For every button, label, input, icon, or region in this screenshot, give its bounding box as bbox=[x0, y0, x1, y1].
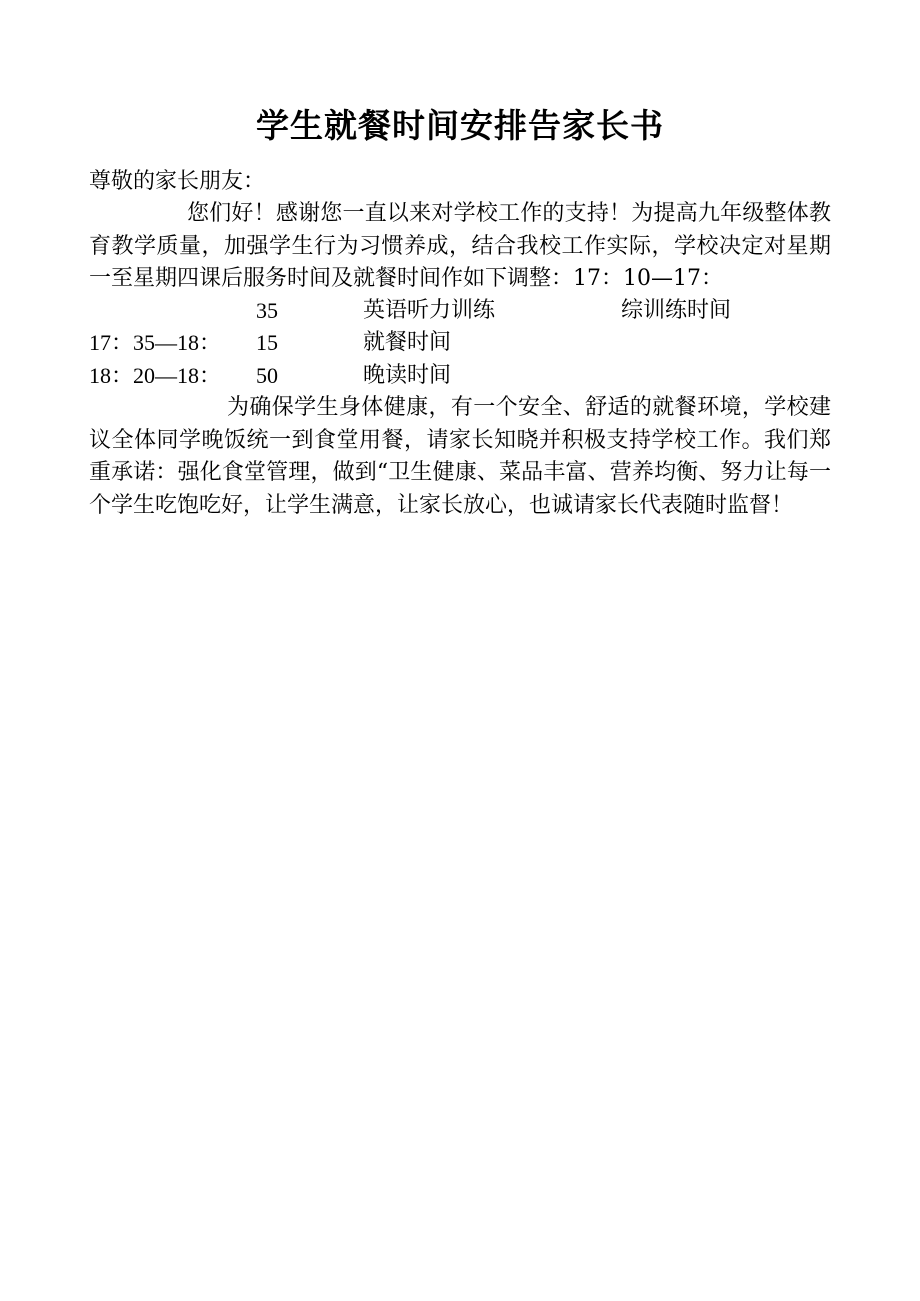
schedule-row-2-end: 15 bbox=[256, 330, 278, 355]
schedule-row-2-activity: 就餐时间 bbox=[363, 330, 452, 355]
schedule-row-3-activity: 晚读时间 bbox=[363, 363, 452, 388]
intro-paragraph: 您们好！感谢您一直以来对学校工作的支持！为提高九年级整体教育教学质量，加强学生行为习惯养成，结合我校工作实际，学校决定对星期一至星期四课后服务时间及就餐时间作如下调整：17：10—17： bbox=[89, 201, 831, 292]
schedule-row-3-start: 18：20—18： bbox=[89, 363, 222, 388]
schedule-row-1-extra: 综训练时间 bbox=[621, 298, 732, 323]
salutation: 尊敬的家长朋友： bbox=[89, 169, 266, 194]
schedule-row-1-activity: 英语听力训练 bbox=[363, 298, 496, 323]
schedule-row-1-end: 35 bbox=[256, 298, 278, 323]
schedule-row-3-end: 50 bbox=[256, 363, 278, 388]
document-title: 学生就餐时间安排告家长书 bbox=[256, 106, 664, 145]
schedule-row-2-start: 17：35—18： bbox=[89, 330, 222, 355]
commitment-paragraph: 为确保学生身体健康，有一个安全、舒适的就餐环境，学校建议全体同学晚饭统一到食堂用餐，请家长知晓并积极支持学校工作。我们郑重承诺：强化食堂管理，做到“卫生健康、菜品丰富、营养均衡、努力让每一个学生吃饱吃好，让学生满意，让家长放心，也诚请家长代表随时监督！ bbox=[89, 395, 831, 518]
